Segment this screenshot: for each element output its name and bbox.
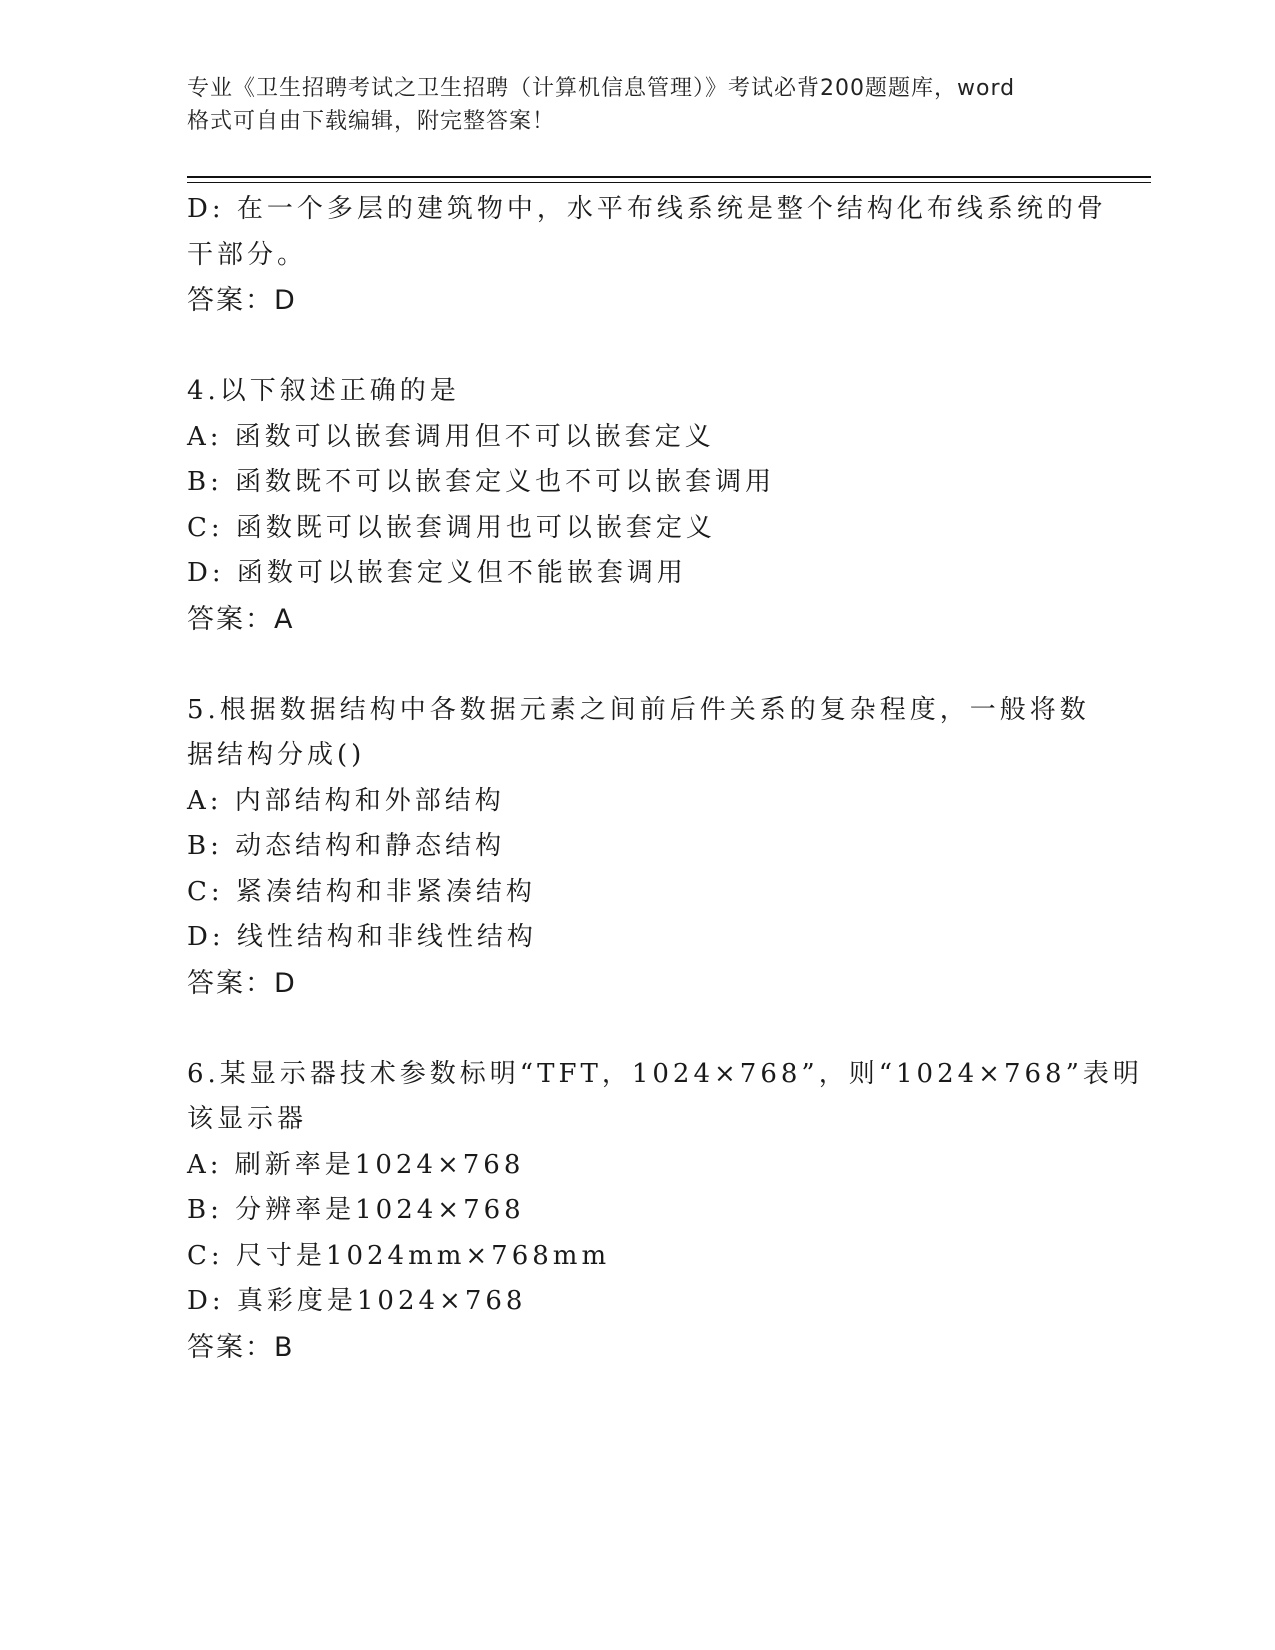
option-b: B: 分辨率是1024×768 (187, 1195, 525, 1225)
header-divider-thick (187, 176, 1151, 178)
question-3-tail (187, 187, 1107, 324)
option-d: D: 在一个多层的建筑物中，水平布线系统是整个结构化布线系统的骨 (187, 194, 1107, 224)
option-d: D: 函数可以嵌套定义但不能嵌套调用 (187, 558, 687, 588)
option-a: A: 函数可以嵌套调用但不可以嵌套定义 (187, 421, 715, 452)
answer: 答案：D (187, 967, 297, 999)
option-d: D: 线性结构和非线性结构 (187, 922, 537, 952)
option-c: C: 紧凑结构和非紧凑结构 (187, 876, 536, 907)
spacer (187, 642, 1087, 688)
question-stem-continued: 该显示器 (187, 1104, 308, 1134)
option-c: C: 函数既可以嵌套调用也可以嵌套定义 (187, 512, 716, 543)
answer: 答案：D (187, 285, 297, 316)
question-list (187, 187, 1143, 1370)
option-b: B: 动态结构和静态结构 (187, 831, 506, 861)
spacer (187, 1006, 1087, 1052)
answer: 答案：B (187, 1331, 295, 1363)
header-divider-thin (187, 182, 1151, 183)
option-c: C: 尺寸是1024mm×768mm (187, 1240, 611, 1271)
question-stem: 5.根据数据结构中各数据元素之间前后件关系的复杂程度，一般将数 (187, 694, 1090, 725)
option-a: A: 刷新率是1024×768 (187, 1149, 525, 1180)
option-a: A: 内部结构和外部结构 (187, 785, 505, 816)
answer: 答案：A (187, 603, 295, 635)
question-6 (187, 1052, 1143, 1371)
question-stem: 6.某显示器技术参数标明“TFT，1024×768”，则“1024×768”表明 (187, 1058, 1143, 1089)
header-line-1: 专业《卫生招聘考试之卫生招聘（计算机信息管理）》考试必背200题题库，word (187, 76, 1016, 101)
question-stem: 4.以下叙述正确的是 (187, 376, 460, 406)
spacer (187, 324, 1087, 370)
question-stem-continued: 据结构分成() (187, 740, 366, 770)
header-line-2: 格式可自由下载编辑，附完整答案！ (187, 109, 556, 134)
option-d: D: 真彩度是1024×768 (187, 1286, 527, 1316)
question-4 (187, 369, 1087, 642)
option-d-continued: 干部分。 (187, 239, 308, 270)
option-b: B: 函数既不可以嵌套定义也不可以嵌套调用 (187, 467, 776, 497)
document-header (187, 72, 1087, 138)
question-5 (187, 688, 1090, 1007)
